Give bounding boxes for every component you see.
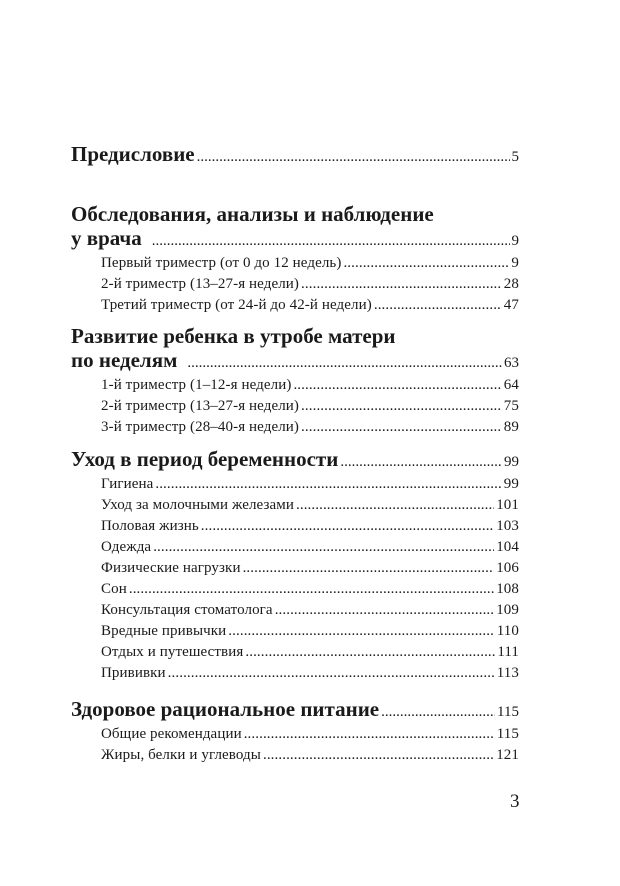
toc-section-nutrition xyxy=(71,697,519,766)
dot-leader xyxy=(381,700,495,724)
toc-page-number: 63 xyxy=(504,355,519,371)
toc-item-label: Общие рекомендации xyxy=(101,726,242,742)
toc-section-examinations xyxy=(71,202,519,316)
dot-leader xyxy=(293,375,501,396)
toc-heading-line[interactable]: Обследования, анализы и наблюдение xyxy=(71,202,434,226)
toc-heading-row[interactable] xyxy=(71,226,519,253)
dot-leader xyxy=(168,663,495,684)
toc-page-number: 28 xyxy=(503,276,519,292)
toc-page-number: 47 xyxy=(503,297,519,313)
toc-heading-label: Уход в период беременности xyxy=(71,447,339,471)
toc-page-number: 103 xyxy=(496,518,519,534)
dot-leader xyxy=(301,274,502,295)
table-of-contents xyxy=(71,142,519,766)
toc-heading-row[interactable] xyxy=(71,447,519,474)
dot-leader xyxy=(243,558,495,579)
toc-item[interactable] xyxy=(71,537,519,558)
toc-page-number: 75 xyxy=(503,398,519,414)
toc-item-label: Консультация стоматолога xyxy=(101,602,273,618)
toc-page-number: 89 xyxy=(503,419,519,435)
toc-item-label: Прививки xyxy=(101,665,166,681)
toc-item-label: 1-й триместр (1–12-я недели) xyxy=(101,377,292,393)
dot-leader xyxy=(155,474,501,495)
dot-leader xyxy=(197,145,510,169)
toc-item[interactable] xyxy=(71,396,519,417)
dot-leader xyxy=(153,537,494,558)
toc-item[interactable] xyxy=(71,579,519,600)
page-number: 3 xyxy=(510,791,520,812)
toc-item-label: 3-й триместр (28–40-я недели) xyxy=(101,419,300,435)
toc-page-number: 104 xyxy=(496,539,519,555)
toc-entry-preface[interactable] xyxy=(71,142,519,169)
toc-item-label: Половая жизнь xyxy=(101,518,199,534)
toc-page-number: 115 xyxy=(497,704,519,720)
toc-item-label: Физические нагрузки xyxy=(101,560,241,576)
toc-item[interactable] xyxy=(71,663,519,684)
dot-leader xyxy=(245,642,495,663)
dot-leader xyxy=(301,417,502,438)
toc-item[interactable] xyxy=(71,516,519,537)
toc-item[interactable] xyxy=(71,558,519,579)
toc-page-number: 5 xyxy=(511,149,519,165)
toc-section-care xyxy=(71,447,519,684)
toc-item[interactable] xyxy=(71,375,519,396)
toc-page-number: 9 xyxy=(511,233,519,249)
toc-page-number: 9 xyxy=(511,255,519,271)
toc-item-label: Третий триместр (от 24-й до 42-й недели) xyxy=(101,297,372,313)
toc-item[interactable] xyxy=(71,253,519,274)
toc-item[interactable] xyxy=(71,495,519,516)
toc-item[interactable] xyxy=(71,474,519,495)
toc-item[interactable] xyxy=(71,724,519,745)
toc-item-label: Уход за молочными железами xyxy=(101,497,294,513)
toc-page-number: 121 xyxy=(496,747,519,763)
toc-heading-row[interactable] xyxy=(71,348,519,375)
dot-leader xyxy=(374,295,502,316)
toc-page-number: 101 xyxy=(496,497,519,513)
toc-item-label: Гигиена xyxy=(101,476,154,492)
toc-item[interactable] xyxy=(71,600,519,621)
dot-leader xyxy=(301,396,502,417)
toc-page-number: 110 xyxy=(496,623,519,639)
dot-leader xyxy=(343,253,509,274)
toc-item[interactable] xyxy=(71,417,519,438)
toc-page-number: 99 xyxy=(503,476,519,492)
dot-leader xyxy=(296,495,494,516)
toc-heading-label: у врача xyxy=(71,226,142,250)
toc-item-label: 2-й триместр (13–27-я недели) xyxy=(101,398,300,414)
toc-heading-row[interactable] xyxy=(71,697,519,724)
dot-leader xyxy=(129,579,494,600)
dot-leader xyxy=(228,621,494,642)
toc-item-label: Сон xyxy=(101,581,127,597)
toc-heading-label: Здоровое рациональное питание xyxy=(71,697,380,721)
toc-item-label: Отдых и путешествия xyxy=(101,644,244,660)
toc-page-number: 109 xyxy=(496,602,519,618)
toc-item-label: Вредные привычки xyxy=(101,623,227,639)
toc-heading-label: по неделям xyxy=(71,348,178,372)
toc-page-number: 64 xyxy=(503,377,519,393)
toc-item-label: Первый триместр (от 0 до 12 недель) xyxy=(101,255,342,271)
dot-leader xyxy=(152,229,510,253)
toc-item-label: 2-й триместр (13–27-я недели) xyxy=(101,276,300,292)
dot-leader xyxy=(340,450,502,474)
toc-heading-label: Предисловие xyxy=(71,142,195,166)
toc-item-label: Одежда xyxy=(101,539,152,555)
toc-item[interactable] xyxy=(71,642,519,663)
toc-section-development xyxy=(71,324,519,438)
toc-page-number: 111 xyxy=(497,644,519,660)
dot-leader xyxy=(275,600,495,621)
toc-page-number: 99 xyxy=(504,454,519,470)
dot-leader xyxy=(263,745,494,766)
toc-item[interactable] xyxy=(71,745,519,766)
toc-item[interactable] xyxy=(71,295,519,316)
dot-leader xyxy=(187,351,502,375)
toc-page-number: 113 xyxy=(496,665,519,681)
toc-item[interactable] xyxy=(71,274,519,295)
toc-heading-line[interactable]: Развитие ребенка в утробе матери xyxy=(71,324,396,348)
toc-item-label: Жиры, белки и углеводы xyxy=(101,747,261,763)
dot-leader xyxy=(201,516,494,537)
toc-item[interactable] xyxy=(71,621,519,642)
toc-page-number: 115 xyxy=(496,726,519,742)
dot-leader xyxy=(244,724,495,745)
toc-page-number: 106 xyxy=(496,560,519,576)
toc-page-number: 108 xyxy=(496,581,519,597)
